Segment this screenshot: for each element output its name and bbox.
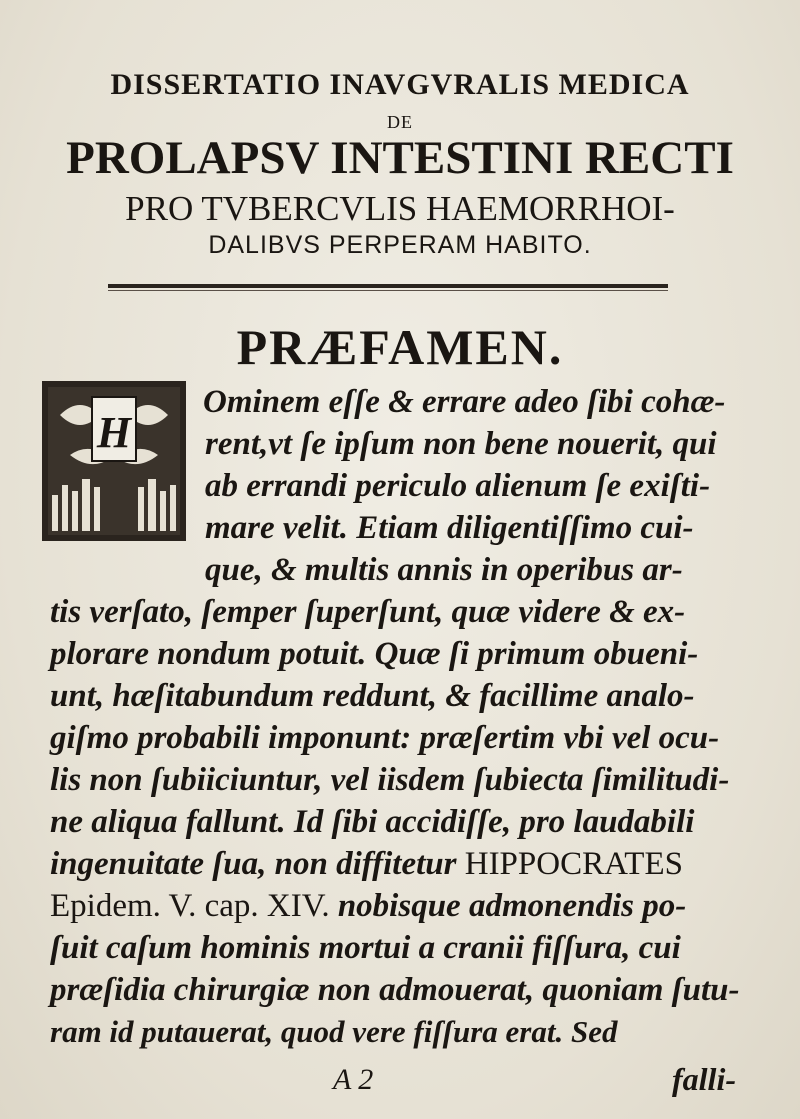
subtitle-line-1: PRO TVBERCVLIS HAEMORRHOI- [125, 189, 675, 228]
body-line [50, 886, 686, 926]
decorated-initial-icon [40, 375, 188, 547]
body-line: præſidia chirurgiæ non admouerat, quoniam ſutu- [50, 972, 740, 1008]
main-title: PROLAPSV INTESTINI RECTI [66, 132, 734, 184]
body-line: ne aliqua fallunt. Id ſibi accidiſſe, pro laudabili [50, 804, 695, 840]
body-line: tis verſato, ſemper ſuperſunt, quæ videre & ex- [50, 594, 686, 630]
citation: Epidem. V. cap. XIV. [50, 888, 330, 924]
subtitle-line-2: DALIBVS PERPERAM HABITO. [208, 231, 592, 259]
body-line: unt, hæſitabundum reddunt, & facillime analo- [50, 678, 695, 714]
section-heading: PRÆFAMEN. [236, 319, 564, 375]
divider-rule [108, 284, 668, 288]
body-line: lis non ſubiiciuntur, vel iisdem ſubiecta ſimilitudi- [50, 762, 730, 798]
body-line: giſmo probabili imponunt: præſertim vbi vel ocu- [50, 720, 720, 756]
body-line-text: ingenuitate ſua, non diffitetur [50, 846, 457, 882]
catchword: falli- [672, 1061, 736, 1097]
body-line: plorare nondum potuit. Quæ ſi primum obueni- [50, 636, 699, 672]
body-line: ab errandi periculo alienum ſe exiſti- [205, 468, 711, 504]
title-de: DE [387, 112, 413, 132]
body-line [50, 844, 683, 884]
author-name: HIPPOCRATES [464, 846, 683, 882]
signature-mark: A 2 [333, 1063, 374, 1096]
dissertation-title: DISSERTATIO INAVGVRALIS MEDICA [110, 68, 690, 101]
body-line: ſuit caſum hominis mortui a cranii fiſſura, cui [50, 930, 681, 966]
body-line-text: nobisque admonendis po- [337, 888, 687, 924]
initial-letter: H [96, 408, 132, 457]
body-line: que, & multis annis in operibus ar- [205, 552, 683, 588]
divider-rule-thin [108, 290, 668, 291]
body-line: rent,vt ſe ipſum non bene nouerit, qui [205, 426, 717, 462]
body-line: ram id putauerat, quod vere fiſſura erat. Sed [50, 1014, 618, 1049]
body-line: mare velit. Etiam diligentiſſimo cui- [205, 510, 694, 546]
body-line: Ominem eſſe & errare adeo ſibi cohæ- [203, 384, 726, 420]
